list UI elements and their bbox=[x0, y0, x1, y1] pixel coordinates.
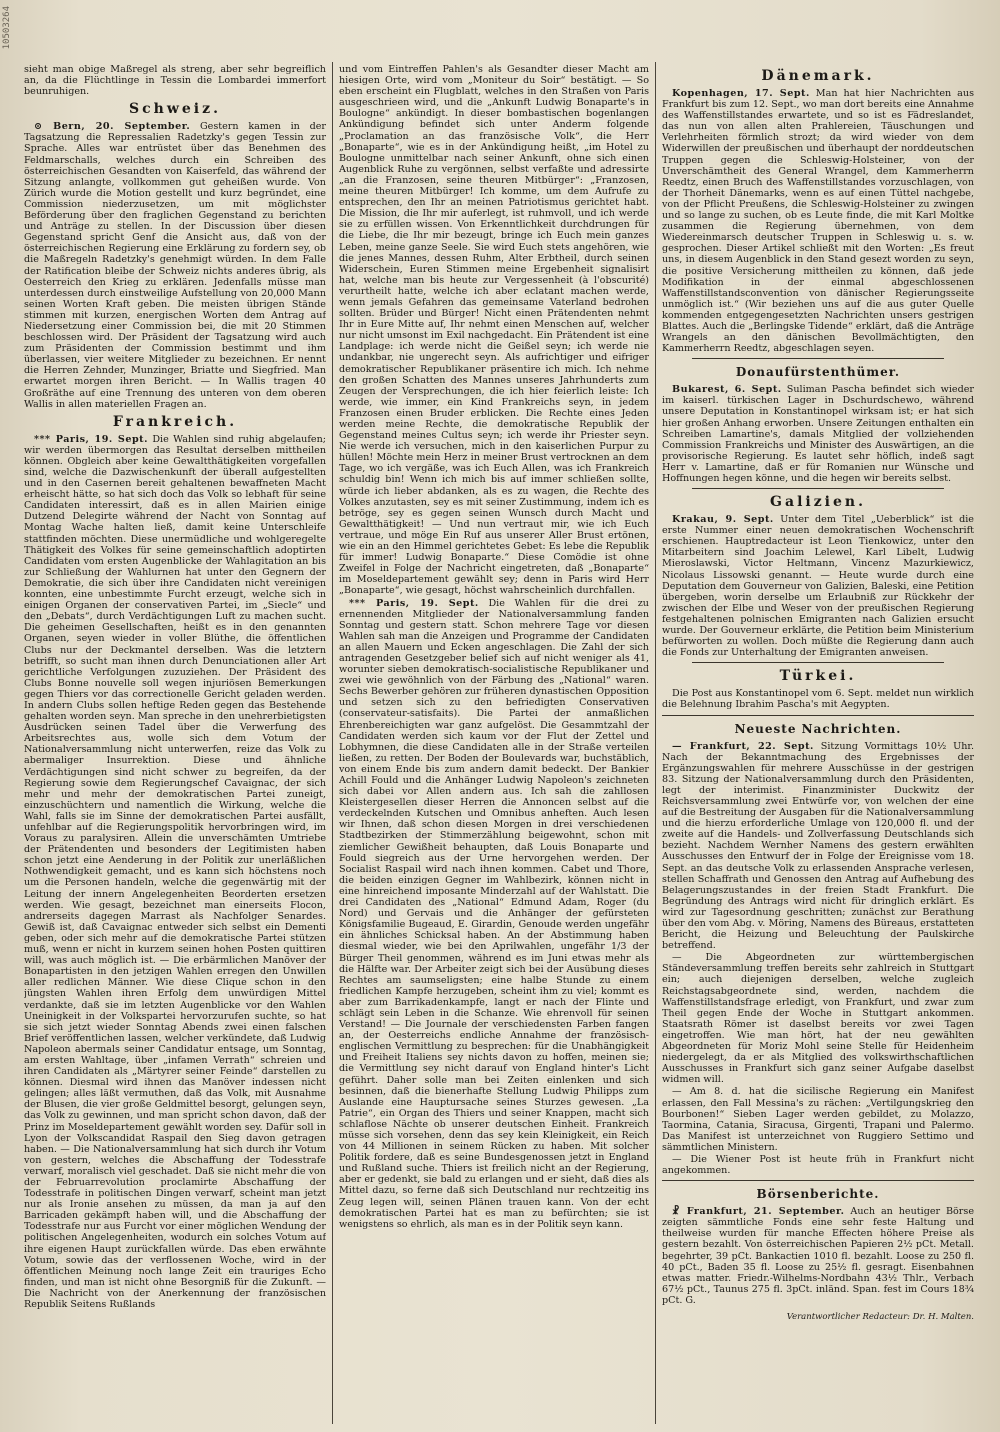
section-heading: Neueste Nachrichten. bbox=[734, 721, 902, 736]
column-1 bbox=[24, 64, 326, 1424]
article-paragraph bbox=[339, 64, 649, 597]
editor-credit: Verantwortlicher Redacteur: Dr. H. Malten. bbox=[786, 1312, 974, 1322]
dateline: — Frankfurt, 22. Sept. bbox=[672, 740, 814, 752]
section-divider bbox=[692, 662, 944, 663]
dateline: ☧ Frankfurt, 21. September. bbox=[672, 1206, 845, 1218]
dateline: ⊙ Bern, 20. September. bbox=[34, 121, 191, 133]
section-heading: Börsenberichte. bbox=[756, 1187, 880, 1202]
dateline: *** Paris, 19. Sept. bbox=[34, 433, 148, 445]
article-paragraph bbox=[339, 598, 649, 1230]
article-paragraph bbox=[662, 88, 974, 354]
section-heading: Dänemark. bbox=[761, 68, 875, 84]
dateline: *** Paris, 19. Sept. bbox=[349, 597, 479, 609]
article-text: Auch an heutiger Börse zeigten sämmtliche Fonds eine sehr feste Haltung und theilweise wurden für manche Effecten höhere Preise als gestern bezahlt. Von österreichischen Papieren 2½ pCt. Metall. begehrter, 39 pCt. Bankactien 1010 fl. bezahlt. Loose zu 250 fl. 40 pCt., Baden 35 fl. Loose zu 25½ fl. gesragt. Eisenbahnen etwas matter. Friedr.-Wilhelms-Nordbahn 43½ Thlr., Verbach 67½ pCt., Taunus 275 fl. 3pCt. inländ. Span. fest im Cours 18¾ pCt. G. bbox=[662, 1206, 974, 1306]
column-divider bbox=[332, 62, 333, 1424]
section-divider bbox=[692, 488, 944, 489]
section-divider bbox=[662, 715, 974, 716]
dateline: Krakau, 9. Sept. bbox=[672, 514, 774, 526]
section-heading: Galizien. bbox=[770, 494, 866, 511]
dateline: Bukarest, 6. Sept. bbox=[672, 384, 782, 396]
article-text: Die Wahlen für die drei zu ernennenden Mitglieder der Nationalversammlung fanden Sonntag und gestern statt. Schon mehrere Tage vor diesen Wahlen sah man die Anzeigen und Programme der Candidaten an allen Mauern und Ecken angeschlagen. Die Zahl der sich antragenden Gesetzgeber belief sich auf nicht weniger als 41, worunter sieben demokratisch-socialistische Republikaner und zwei wie gewöhnlich von der Färbung des „National“ waren. Sechs Bewerber gehören zur früheren dynastischen Opposition und setzen sich zu den befriedigten Conservativen (conservateur-satisfaits). Die Partei der anmaßlichen Ehrenbereichigten war ganz aufgelöst. Die Gesammtzahl der Candidaten werden sich kaum vor der Flut der Zettel und Lobhymnen, die diese Candidaten alle in der Straße verteilen ließen, zu retten. Der Boden der Boulevards war, buchstäblich, von einem Ende bis zum andern damit bedeckt. Der Bankier Achill Fould und die Anhänger Ludwig Napoleon's zeichneten sich dabei vor Allen andern aus. Ich sah die zahllosen Kleistergesellen dieser Herren die Annoncen selbst auf die verdeckelnden Kutschen und Omnibus anheften. Auch lesen wir Ihnen, daß schon diesen Morgen in drei verschiedenen Stadtbezirken der Stimmerzählung beigewohnt, schon mit ziemlicher Gewißheit behaupten, daß Louis Bonaparte und Fould siegreich aus der Urne hervorgehen werden. Der Socialist Raspail wird nach ihnen kommen. Cabet und Thore, die beiden einzigen Gegner im Wahlbezirk, können nicht in eine hinreichend imposante Minderzahl auf der Wahlstatt. Die drei Candidaten des „National“ Edmund Adam, Roger (du Nord) und Gervais und die Anhänger der gefürsteten Königsfamilie Bugeaud, E. Girardin, Genoude werden ungefähr ein ähnliches Schicksal haben. An der Abstimmung haben diesmal wieder, wie bei den Aprilwahlen, ungefähr 1/3 der Bürger Theil genommen, während es im Juni etwas mehr als die Hälfte war. Der Arbeiter zeigt sich bei der Ausübung dieses Rechtes am saumseligsten; eine halbe Stunde zu einem friedlichen Kampfe herzugeben, scheint ihm zu viel; kommt es aber zum Barrikadenkampfe, langt er nach der Flinte und schlägt sein Leben in die Schanze. Wie ehrenvoll für seinen Verstand! — Die Journale der verschiedensten Farben fangen an, der Oesterreichs endliche Annahme der französisch-englischen Vermittlung zu besprechen: für die Unabhängigkeit und Freiheit Italiens sey nichts davon zu hoffen, meinen sie; die Vermittlung sey nicht darauf von England hinter's Licht geführt. Daher solle man bei Zeiten einlenken und sich besinnen, daß die bienerhafte Stellung Ludwig Philipps zum Auslande eine Hauptursache seines Sturzes gewesen. „La Patrie“, ein Organ des Thiers und seiner Knappen, macht sich schlaflose Nächte ob unserer deutschen Einheit. Frankreich müsse sich vorsehen, denn das sey kein Kleinigkeit, ein Reich von 44 Millionen in seinem Rücken zu haben. Mit solcher Politik fordere, daß es seine Bundesgenossen jetzt in England und Rußland suche. Thiers ist freilich nicht an der Regierung, aber er gedenkt, sie bald zu erlangen und er sieht, daß dies als Mittel dazu, so ferne daß sich Deutschland nur rechtzeitig ins Zeug legen will, seinen Plänen trauen kann. Von der echt demokratischen Partei hat es man zu befürchten; sie ist wenigstens so ehrlich, als man es in der Politik seyn kann. bbox=[339, 597, 649, 1230]
section-heading: Frankreich. bbox=[112, 413, 238, 430]
column-3 bbox=[662, 64, 974, 1424]
column-2 bbox=[339, 64, 649, 1424]
section-divider bbox=[692, 358, 944, 359]
margin-id: 10503264 bbox=[2, 6, 12, 50]
article-paragraph bbox=[662, 1086, 974, 1153]
article-text: Sitzung Vormittags 10½ Uhr. Nach der Bekanntmachung des Ergebnisses der Ergänzungswahlen für mehrere Ausschüsse in der gestrigen 83. Sitzung der Nationalversammlung durch den Präsidenten, legt der interimist. Finanzminister Duckwitz der Reichsversammlung zwei Entwürfe vor, von welchen der eine auf die Bestreitung der Ausgaben für die Nationalversammlung und die hierzu erforderliche Umlage von 120,000 fl. und der zweite auf die Handels- und Zollverfassung Deutschlands sich bezieht. Nachdem Wernher Namens des gestern erwählten Ausschusses den Entwurf der in Folge der Ereignisse vom 18. Sept. an das deutsche Volk zu erlassenden Ansprache verlesen, stellen Schaffrath und Genossen den Antrag auf Aufhebung des Belagerungszustandes in der freien Stadt Frankfurt. Die Begründung des Antrags wird nicht für dringlich erklärt. Es wird zur Tagesordnung geschritten; zunächst zur Berathung über den vom Abg. v. Möring, Namens des Büreaus, erstatteten Bericht, die Heizung und Beleuchtung der Paulskirche betreffend. bbox=[662, 740, 974, 952]
article-text: Suliman Pascha befindet sich wieder im kaiserl. türkischen Lager in Dschurdschewo, während unsere Deputation in Konstantinopel wirksam ist; er hat sich hier großen Anhang erworben. Unsere Zeitungen enthalten ein Schreiben Lamartine's, damals Mitglied der vollziehenden Commission Frankreichs und Minister des Auswärtigen, an die provisorische Regierung. Es lautet sehr höflich, indeß sagt Herr v. Lamartine, daß er für Romanien nur Wünsche und Hoffnungen hegen könne, und die hegen wir bereits selbst. bbox=[662, 384, 974, 484]
dateline: Kopenhagen, 17. Sept. bbox=[672, 88, 810, 99]
article-text: Die Wahlen sind ruhig abgelaufen; wir werden übermorgen das Resultat derselben mittheilen können. Obgleich aber keine Gewaltthätigkeiten vorgefallen sind, welche die Dazwischenkunft der überall aufgestellten und in den Casernen bereit gehaltenen bewaffneten Macht erheischt hätte, so hat sich doch das Volk so lebhaft für seine Candidaten interessirt, daß es in allen Mairien einige Dutzend Delegirte während der Nacht von Sonntag auf Montag Wache halten ließ, damit keine Unterschleife stattfinden möchten. Diese unermüdliche und wohlgeregelte Thätigkeit des Volkes für seine gemeinschaftlich adoptirten Candidaten vom ersten Augenblicke der Wahlagitation an bis zur Schließung der Wahlurnen hat unter den Gegnern der Demokratie, die sich über ihre Candidaten nicht vereinigen konnten, eine unbestimmte Furcht erzeugt, welche sich in einigen Organen der conservativen Partei, im „Siecle“ und den „Debats“, durch Verdächtigungen Luft zu machen sucht. Die geheimen Gesellschaften, heißt es in den genannten Organen, seyen wieder in voller Blüthe, die öffentlichen Clubs nur der Deckmantel derselben. Was die letztern betrifft, so sucht man ihnen durch Denunciationen aller Art gerichtliche Verfolgungen zuzuziehen. Der Präsident des Clubs Bonne nouvelle soll wegen injuriösen Bemerkungen gegen Thiers vor das correctionelle Gericht geladen werden. In andern Clubs sollen heftige Reden gegen das Bestehende gehalten worden seyn. Man spreche in den unehrerbietigsten Ausdrücken seinen Tadel über die Verwerfung des Arbeitsrechtes aus, wolle sich dem Votum der Nationalversammlung nicht unterwerfen, reize das Volk zu abermaliger Insurrektion. Diese und ähnliche Verdächtigungen sind nicht schwer zu begreifen, da der Regierung sowie dem Regierungschef Cavaignac, der sich mehr und mehr der demokratischen Partei zuneigt, einzuschüchtern und namentlich die Wirkung, welche die Wahl, falls sie im Sinne der demokratischen Partei ausfällt, unfehlbar auf die Regierungspolitik hervorbringen wird, im Voraus zu paralysiren. Allein die unverschämten Umtriebe der Prätendenten und besonders der Legitimisten haben schon jetzt eine Aenderung in der Politik zur unerläßlichen Nothwendigkeit gemacht, und es kann sich höchstens noch um die Personen handeln, welche die gegenwärtig mit der Leitung der innern Angelegenheiten Beorderten ersetzen werden. Wie gesagt, bezeichnet man einerseits Flocon, andrerseits dagegen Marrast als Nachfolger Senardes. Gewiß ist, daß Cavaignac entweder sich selbst ein Dementi geben, oder sich mehr auf die demokratische Partei stützen muß, wenn er nicht in kurzem seinen hohen Posten quittiren will, was auch möglich ist. — Die erbärmlichen Manöver der Bonapartisten in den jetzigen Wahlen erregen den Unwillen aller redlichen Männer. Wie diese Clique schon in den jüngsten Wahlen ihren Erfolg dem unwürdigen Mittel verdankte, daß sie im letzten Augenblicke vor den Wahlen Uneinigkeit in der Volkspartei hervorzurufen suchte, so hat sie sich jetzt wieder Sonntag Abends zwei einen falschen Brief veröffentlichen lassen, welcher verkündete, daß Ludwig Napoleon abermals seiner Candidatur entsage, um Sonntag, am ersten Wahltage, über „infamen Verrath“ schreien und ihren Candidaten als „Märtyrer seiner Feinde“ darstellen zu können. Diesmal wird ihnen das Manöver indessen nicht gelingen; alles läßt vermuthen, daß das Volk, mit Ausnahme der Blusen, die vier große Geldmittel besorgt, gelungen seyn, das Volk zu gewinnen, und man spricht schon davon, daß der Prinz im Moseldepartement gewählt worden sey. Dafür soll in Lyon der Volkscandidat Raspail den Sieg davon getragen haben. — Die Nationalversammlung hat sich durch ihr Votum von gestern, welches die Abschaffung der Todesstrafe verwarf, moralisch viel geschadet. Daß sie nicht mehr die von der Februarrevolution proclamirte Abschaffung der Todesstrafe in politischen Dingen verwarf, scheint man jetzt nur als Ironie ansehen zu müssen, da man ja auf den Barricaden gekämpft haben will, und die Abschaffung der Todesstrafe nur aus Furcht vor einer möglichen Wendung der politischen Angelegenheiten, wodurch ein solches Votum auf ihre eigenen Haupt zurückfallen würde. Das eben erwähnte Votum, sowie das der verflossenen Woche, wird in der öffentlichen Meinung noch lange Zeit ein trauriges Echo finden, und man ist nicht ohne Besorgniß für die Zukunft. — Die Nachricht von der Anerkennung der französischen Republik Seitens Rußlands bbox=[24, 433, 326, 1311]
article-text: — Die Abgeordneten zur württembergischen Ständeversammlung treffen bereits sehr zahlreich in Stuttgart ein; auch diejenigen derselben, welche zugleich Reichstagsabgeordnete sind, werden, nachdem die Waffenstillstandsfrage erledigt, von Frankfurt, und zwar zum Theil gegen Ende der Woche in Stuttgart ankommen. Staatsrath Römer ist daselbst bereits vor zwei Tagen eingetroffen. Wie man hört, hat der neu gewählten Abgeordneten für Moriz Mohl seine Stelle für Heidenheim niedergelegt, da er als Mitglied des volkswirthschaftlichen Ausschusses in Frankfurt sich ganz seiner Aufgabe daselbst widmen will. bbox=[662, 952, 974, 1086]
article-text: sieht man obige Maßregel als streng, aber sehr begreiflich an, da die Flüchtlinge in Tessin die Lombardei immerfort beunruhigen. bbox=[24, 64, 326, 98]
article-text: Man hat hier Nachrichten aus Frankfurt bis zum 12. Sept., wo man dort bereits eine Annahme des Waffenstillstandes erwartete, und so ist es Fädreslandet, das nun von allen alten Prahlereien, Täuschungen und Verlehrheiten förmlich strozt; da wird wieder von dem Widerwillen der preußischen und überhaupt der norddeutschen Truppen gegen die Schleswig-Holsteiner, von der Unverschämtheit des General Wrangel, dem Kammerherrn Reedtz, einen Bruch des Waffenstillstandes vorzuschlagen, von der Thorheit Dänemarks, wenn es auf einen Tüttel nachgebe, von der Pflicht Preußens, die Schleswig-Holsteiner zu zwingen und so lange zu suchen, ob es Leute finde, die mit Karl Moltke zusammen die Regierung übernehmen, von dem Wiedereinmarsch deutscher Truppen in Schleswig u. s. w. gesprochen. Dieser Artikel schließt mit den Worten: „Es freut uns, in diesem Augenblick in den Stand gesezt worden zu seyn, die positive Versicherung mittheilen zu können, daß jede Modifikation in der einmal abgeschlossenen Waffenstillstandsconvention von dänischer Regierungsseite unmöglich ist.“ (Wir beziehen uns auf die aus guter Quelle kommenden entgegengesetzten Nachrichten unsers gestrigen Blattes. Auch die „Berlingske Tidende“ erklärt, daß die Anträge Wrangels an den dänischen Bevollmächtigten, den Kammerherrn Reedtz, abgeschlagen seyen. bbox=[662, 88, 974, 355]
article-paragraph bbox=[662, 741, 974, 952]
section-divider bbox=[662, 1180, 974, 1181]
article-paragraph bbox=[24, 434, 326, 1310]
section-heading: Donaufürstenthümer. bbox=[735, 365, 901, 380]
article-paragraph bbox=[662, 514, 974, 658]
article-paragraph bbox=[24, 64, 326, 97]
article-text: und vom Eintreffen Pahlen's als Gesandter dieser Macht am hiesigen Orte, wird vom „Moniteur du Soir“ bestätigt. — So eben erscheint ein Flugblatt, welches in den Straßen von Paris ausgeschrieen wird, und die „Ankunft Ludwig Bonaparte's in Boulogne“ ankündigt. In dieser bombastischen bogenlangen Ankündigung befindet sich unter Anderm folgende „Proclamation an das französische Volk“, die Herr „Bonaparte“, wie es in der Ankündigung heißt, „im Hotel zu Boulogne unmittelbar nach seiner Ankunft, ohne sich einen Augenblick Ruhe zu vergönnen, selbst verfaßte und adressirte „an die Franzosen, seine theuren Mitbürger“: „Franzosen, meine theuren Mitbürger! Ich komme, um dem Aufrufe zu entsprechen, den Ihr an meinen Patriotismus gerichtet habt. Die Mission, die Ihr mir auferlegt, ist ruhmvoll, und ich werde sie zu erfüllen wissen. Von Erkenntlichkeit durchdrungen für die Liebe, die Ihr mir bezeugt, bringe ich Euch mein ganzes Leben, meine ganze Seele. Sie wird Euch stets angehören, wie die jenes Mannes, dessen Ruhm, Alter Erbtheil, durch seinen Widerschein, Euren Stimmen meine Ergebenheit signalisirt hat, welche man bis heute zur Vergessenheit (à l'obscurité) verurtheilt hatte, welche ich aber eclatant machen werde, wenn jemals Gefahren das gemeinsame Vaterland bedrohen sollten. Brüder und Bürger! Nicht einen Prätendenten nehmt Ihr in Eure Mitte auf, Ihr nehmt einen Menschen auf, welcher nur nicht umsonst im Exil nachgedacht. Ein Prätendent ist eine Landplage: ich werde nicht die Geißel seyn; ich werde nie undankbar, nie ungerecht seyn. Als aufrichtiger und eifriger demokratischer Republikaner präsentire ich mich. Ich nehme den großen Schatten des Mannes unseres Jahrhunderts zum Zeugen der Versprechungen, die ich hier feierlich leiste: Ich werde, wie immer, ein Kind Frankreichs seyn, in jedem Franzosen einen Bruder erblicken. Die Rechte eines Jeden werden meine Rechte, die demokratische Republik der Gegenstand meines Cultus seyn; ich werde ihr Priester seyn. Nie werde ich versuchen, mich in den kaiserlichen Purpur zu hüllen! Möchte mein Herz in meiner Brust vertrocknen an dem Tage, wo ich vergäße, was ich Euch Allen, was ich Frankreich schuldig bin! Wenn ich mich bis auf immer schließen sollte, würde ich lieber abdanken, als es zu wagen, die Rechte des Volkes anzutasten, sey es mit seiner Zustimmung, indem ich es betröge, sey es gegen seinen Wunsch durch Macht und Gewaltthätigkeit! — Und nun vertraut mir, wie ich Euch vertraue, und möge Ein Ruf aus unserer Aller Brust ertönen, wie ein an den Himmel gerichtetes Gebet: Es lebe die Republik für immer! Ludwig Bonaparte.“ Diese Comödie ist ohne Zweifel in Folge der Nachricht eingetreten, daß „Bonaparte“ im Moseldepartement gewählt sey; denn in Paris wird Herr „Bonaparte“, wie gesagt, höchst wahrscheinlich durchfallen. bbox=[339, 64, 649, 597]
article-text: Die Post aus Konstantinopel vom 6. Sept. meldet nun wirklich die Belehnung Ibrahim Pascha's mit Aegypten. bbox=[662, 688, 974, 711]
article-paragraph bbox=[662, 1206, 974, 1306]
article-paragraph bbox=[24, 121, 326, 409]
section-heading: Türkei. bbox=[779, 668, 857, 685]
article-text: Unter dem Titel „Ueberblick“ ist die erste Nummer einer neuen demokratischen Wochenschrift erschienen. Hauptredacteur ist Leon Tienkowicz, unter den Mitarbeitern sind Joachim Lelewel, Karl Libelt, Ludwig Mieroslawski, Victor Heltmann, Vincenz Mazurkiewicz, Nicolaus Lissowski genannt. — Heute wurde durch eine Deputation dem Gouverneur von Galizien, Baleski, eine Petition übergeben, worin derselbe um Erlaubniß zur Rückkehr der zwischen der Elbe und Weser von der preußischen Regierung festgehaltenen polnischen Emigranten nach Galizien ersucht wurde. Der Gouverneur erklärte, die Petition beim Ministerium befürworten zu wollen. Doch müßte die Regierung dann auch die Fonds zur Unterhaltung der Emigranten anweisen. bbox=[662, 514, 974, 659]
article-paragraph bbox=[662, 952, 974, 1085]
article-text: — Am 8. d. hat die sicilische Regierung ein Manifest erlassen, den Fall Messina's zu rächen: „Vertilgungskrieg den Bourbonen!“ Sieben Lager werden gebildet, zu Molazzo, Taormina, Catania, Siracusa, Girgenti, Trapani und Palermo. Das Manifest ist unterzeichnet von Ruggiero Settimo und sämmtlichen Ministern. bbox=[662, 1086, 974, 1153]
article-paragraph bbox=[662, 1154, 974, 1176]
article-paragraph bbox=[662, 688, 974, 710]
article-paragraph bbox=[662, 384, 974, 484]
column-divider bbox=[655, 62, 656, 1424]
article-text: Gestern kamen in der Tagsatzung die Repressalien Radetzky's gegen Tessin zur Sprache. Alles war entrüstet über das Benehmen des Feldmarschalls, welches durch ein Schreiben des österreichischen Gesandten von Kaiserfeld, das während der Sitzung anlangte, vollkommen gut geheißen wurde. Von Zürich wurde die Motion gestellt und kurz begründet, eine Commission niederzusetzen, um mit möglichster Beförderung über den fraglichen Gegenstand zu berichten und Anträge zu stellen. In der Discussion über diesen Gegenstand spricht Genf die Ansicht aus, daß von der österreichischen Regierung eine Erklärung zu fordern sey, ob die Maßregeln Radetzky's genehmigt würden. In dem Falle der Ratification bleibe der Schweiz nichts anderes übrig, als Oesterreich den Krieg zu erklären. Jedenfalls müsse man unterdessen durch einstweilige Aufstellung von 20,000 Mann seinen Worten Kraft geben. Die meisten übrigen Stände stimmen mit kurzen, energischen Worten dem Antrag auf Niedersetzung einer Commission bei, die mit 20 Stimmen beschlossen wird. Der Präsident der Tagsatzung wird auch zum Präsidenten der Commission bestimmt und ihm überlassen, vier weitere Mitglieder zu bezeichnen. Er nennt die Herren Zehnder, Munzinger, Briatte und Siegfried. Man erwartet morgen ihren Bericht. — In Wallis tragen 40 Großräthe auf eine Trennung des unteren von dem oberen Wallis in allen materiellen Fragen an. bbox=[24, 121, 326, 410]
section-heading: Schweiz. bbox=[129, 101, 221, 118]
article-text: — Die Wiener Post ist heute früh in Frankfurt nicht angekommen. bbox=[662, 1153, 974, 1177]
